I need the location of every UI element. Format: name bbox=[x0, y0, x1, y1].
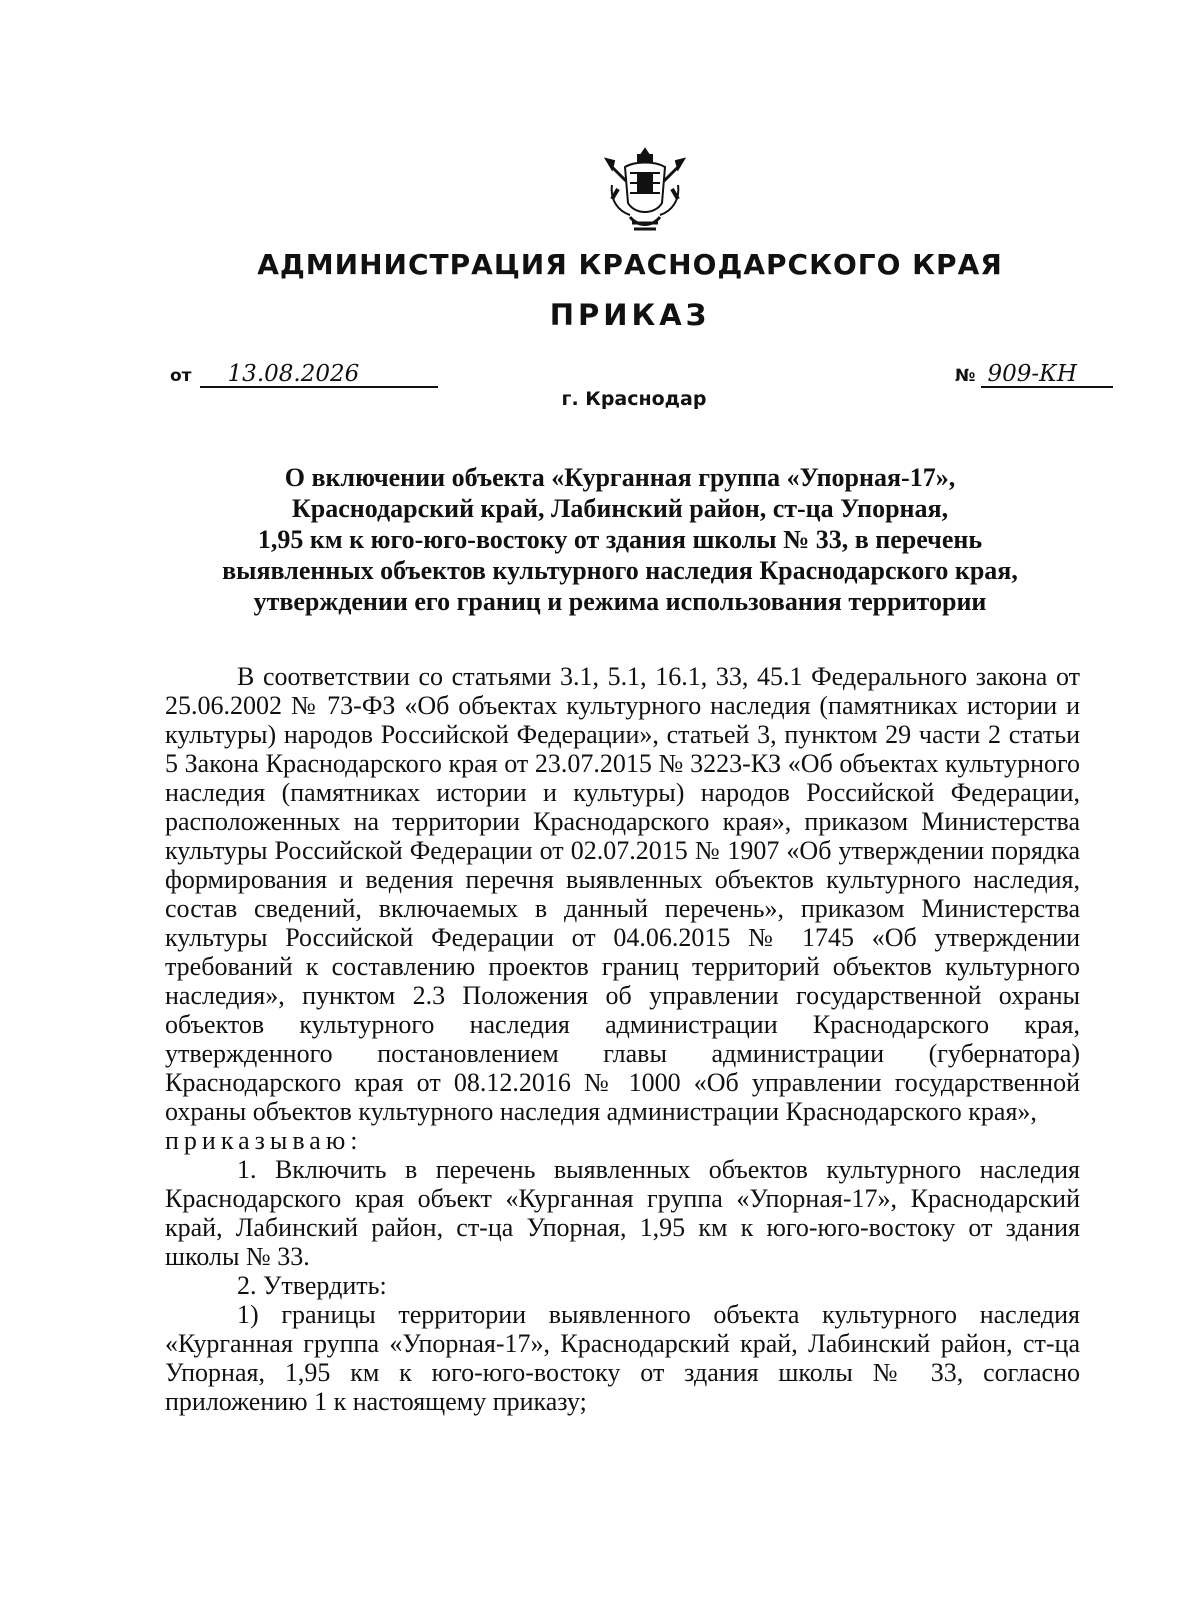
item-2-1-paragraph: 1) границы территории выявленного объекта культурного наследия «Курганная группа «Упорная-17», Краснодарский край, Лабинский район, ст-ца Упорная, 1,95 км к юго-юго-востоку от здания школы № 33, согласно приложению 1 к настоящему приказу; bbox=[165, 1300, 1080, 1416]
date-label: от bbox=[170, 366, 192, 386]
document-body bbox=[165, 662, 1080, 1416]
organization-name: АДМИНИСТРАЦИЯ КРАСНОДАРСКОГО КРАЯ bbox=[257, 248, 1003, 281]
document-heading bbox=[150, 462, 1090, 617]
heading-line: Краснодарский край, Лабинский район, ст-ца Упорная, bbox=[291, 494, 949, 523]
date-value: 13.08.2026 bbox=[200, 362, 438, 388]
item-2-paragraph: 2. Утвердить: bbox=[237, 1271, 387, 1300]
heading-line: выявленных объектов культурного наследия Краснодарского края, bbox=[222, 556, 1018, 585]
preamble-paragraph: В соответствии со статьями 3.1, 5.1, 16.1, 33, 45.1 Федерального закона от 25.06.2002 № 73-ФЗ «Об объектах культурного наследия (памятниках истории и культуры) народов Российской Федерации», статьей 3, пунктом 29 части 2 статьи 5 Закона Краснодарского края от 23.07.2015 № 3223-КЗ «Об объектах культурного наследия (памятниках истории и культуры) народов Российской Федерации, расположенных на территории Краснодарского края», приказом Министерства культуры Российской Федерации от 02.07.2015 № 1907 «Об утверждении порядка формирования и ведения перечня выявленных объектов культурного наследия, состав сведений, включаемых в данный перечень», приказом Министерства культуры Российской Федерации от 04.06.2015 № 1745 «Об утверждении требований к составлению проектов границ территорий объектов культурного наследия», пунктом 2.3 Положения об управлении государственной охраны объектов культурного наследия администрации Краснодарского края, утвержденного постановлением главы администрации (губернатора) Краснодарского края от 08.12.2016 № 1000 «Об управлении государственной охраны объектов культурного наследия администрации Краснодарского края», bbox=[165, 662, 1080, 1126]
heading-line: О включении объекта «Курганная группа «Упорная-17», bbox=[284, 463, 956, 492]
heading-line: 1,95 км к юго-юго-востоку от здания школы № 33, в перечень bbox=[257, 525, 983, 554]
date-field bbox=[170, 362, 438, 388]
heading-line: утверждении его границ и режима использования территории bbox=[253, 587, 987, 616]
item-1-paragraph: 1. Включить в перечень выявленных объектов культурного наследия Краснодарского края объект «Курганная группа «Упорная-17», Краснодарский край, Лабинский район, ст-ца Упорная, 1,95 км к юго-юго-востоку от здания школы № 33. bbox=[165, 1155, 1080, 1271]
number-label: № bbox=[955, 366, 976, 386]
number-field bbox=[955, 362, 1113, 388]
coat-of-arms-icon bbox=[600, 145, 690, 235]
number-value: 909-КН bbox=[981, 362, 1113, 388]
document-type: ПРИКАЗ bbox=[549, 298, 711, 332]
city-name: г. Краснодар bbox=[561, 388, 707, 410]
order-word: приказываю: bbox=[165, 1126, 363, 1155]
